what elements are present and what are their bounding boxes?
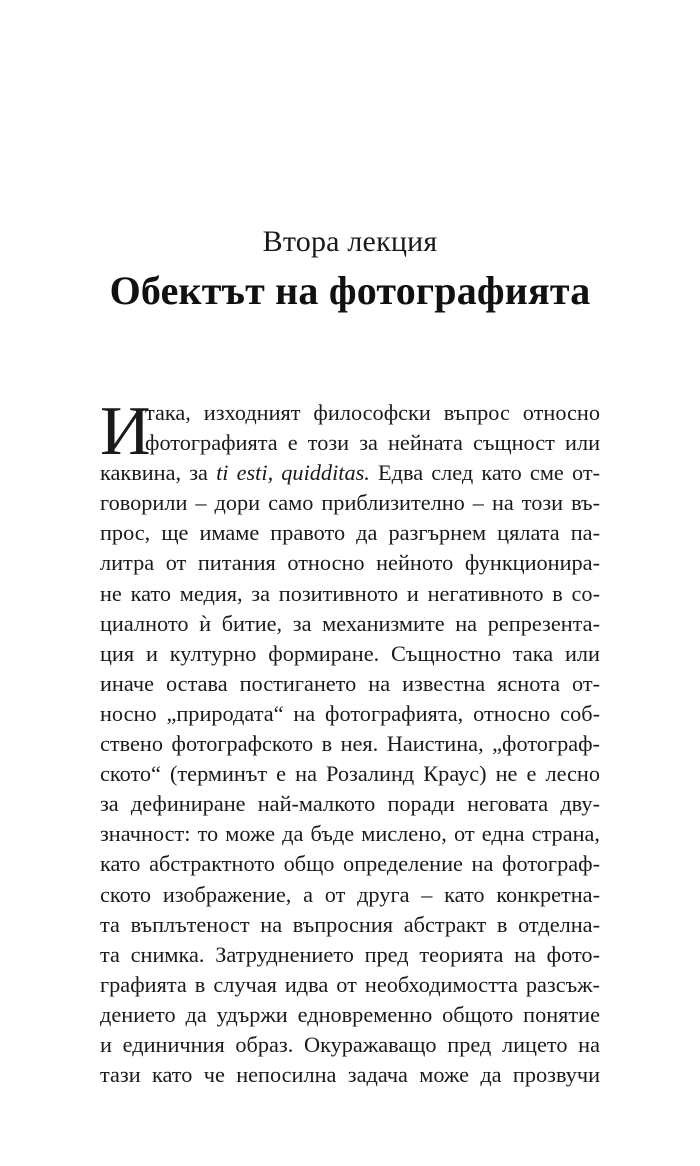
chapter-heading (0, 222, 700, 314)
text-line: говорили – дори само приблизително – на този въ- (100, 490, 600, 516)
text-line: ското изображение, а от друга – като конкретна- (100, 881, 600, 907)
text-line: прос, ще имаме правото да разгърнем цялата па- (100, 520, 600, 546)
text-line: фотографията е този за нейната същност или (145, 430, 600, 456)
text-line: и единичния образ. Окуражаващо пред лицето на (100, 1031, 600, 1057)
text-line: та въплътеност на въпросния абстракт в отделна- (100, 911, 600, 937)
text-segment: Едва след като сме от- (369, 460, 600, 486)
body-paragraph (100, 393, 600, 1090)
chapter-title: Обектът на фотографията (109, 268, 591, 313)
text-line: значност: то може да бъде мислено, от една страна, (100, 821, 600, 847)
text-line: като абстрактното общо определение на фотограф- (100, 851, 600, 877)
text-line: та снимка. Затруднението пред теорията на фото- (100, 941, 600, 967)
text-line: ствено фотографското в нея. Наистина, „фотограф- (100, 731, 600, 757)
text-line: дението да удържи едновременно общото понятие (100, 1001, 600, 1027)
italic-term: ti esti, quidditas. (216, 460, 370, 486)
text-line: така, изходният философски въпрос относно (145, 400, 600, 425)
text-line: циалното ѝ битие, за механизмите на репрезента- (100, 610, 600, 636)
drop-cap: И (100, 393, 151, 470)
text-line: тази като че непосилна задача може да прозвучи (100, 1062, 600, 1088)
text-line (100, 458, 600, 488)
text-line: иначе остава постигането на известна яснота от- (100, 670, 600, 696)
text-line: литра от питания относно нейното функционира- (100, 550, 600, 576)
text-line: графията в случая идва от необходимостта разсъж- (100, 971, 600, 997)
text-line: ското“ (терминът е на Розалинд Краус) не е лесно (100, 761, 600, 787)
text-line: не като медия, за позитивното и негативното в со- (100, 580, 600, 606)
text-line: ция и културно формиране. Същностно така или (100, 640, 600, 666)
text-segment: каквина, за (100, 460, 217, 486)
text-line: носно „природата“ на фотографията, относно соб- (100, 700, 600, 726)
lecture-number: Втора лекция (262, 225, 438, 258)
text-line: за дефиниране най-малкото поради неговата дву- (100, 791, 600, 817)
